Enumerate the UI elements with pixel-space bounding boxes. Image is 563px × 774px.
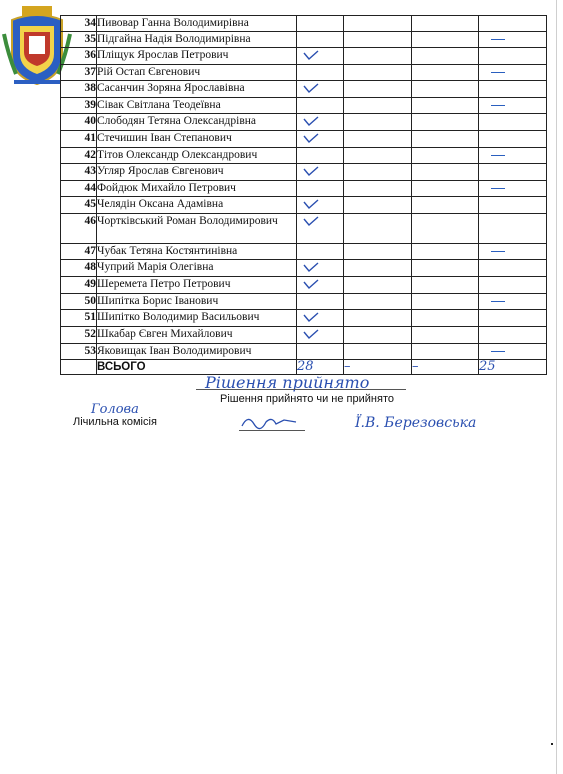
- vote-cell-against: [344, 214, 412, 244]
- vote-cell-for: [297, 344, 344, 360]
- dash-mark: [491, 39, 505, 40]
- vote-cell-against: [344, 32, 412, 48]
- vote-cell-against: [344, 131, 412, 148]
- page-edge: [556, 0, 557, 774]
- table-row: [61, 197, 547, 214]
- table-row: [61, 214, 547, 244]
- deputy-name: [97, 310, 297, 327]
- commission-label: Лічильна комісія: [73, 416, 157, 428]
- deputy-name-text: Рій Остап Євгенович: [97, 66, 201, 78]
- table-row: [61, 181, 547, 197]
- vote-cell-against: [344, 244, 412, 260]
- vote-cell-for: [297, 260, 344, 277]
- total-value-abstained: [412, 360, 479, 375]
- dash-mark: [491, 351, 505, 352]
- table-row: [61, 16, 547, 32]
- row-number: 44: [61, 181, 97, 197]
- row-number: 42: [61, 148, 97, 164]
- table-row: [61, 344, 547, 360]
- vote-cell-against: [344, 310, 412, 327]
- vote-cell-for: [297, 65, 344, 81]
- deputy-name: [97, 81, 297, 98]
- checkmark-icon: [303, 311, 319, 327]
- dash-mark: [491, 105, 505, 106]
- vote-cell-for: [297, 310, 344, 327]
- deputy-name-text: Челядін Оксана Адамівна: [97, 198, 224, 210]
- deputy-name: [97, 16, 297, 32]
- table-row: [61, 260, 547, 277]
- vote-cell-abstained: [412, 310, 479, 327]
- vote-cell-not-voted: [479, 81, 547, 98]
- vote-cell-abstained: [412, 98, 479, 114]
- vote-cell-abstained: [412, 32, 479, 48]
- row-number: 34: [61, 16, 97, 32]
- checkmark-icon: [303, 49, 319, 65]
- deputy-name: [97, 181, 297, 197]
- row-number: 41: [61, 131, 97, 148]
- vote-cell-not-voted: [479, 16, 547, 32]
- vote-cell-abstained: [412, 81, 479, 98]
- vote-cell-against: [344, 164, 412, 181]
- vote-cell-not-voted: [479, 197, 547, 214]
- vote-cell-abstained: [412, 344, 479, 360]
- scan-dot: [551, 743, 553, 745]
- vote-cell-for: [297, 114, 344, 131]
- vote-cell-not-voted: [479, 48, 547, 65]
- vote-cell-not-voted: [479, 164, 547, 181]
- deputy-name: [97, 260, 297, 277]
- row-number: 43: [61, 164, 97, 181]
- vote-cell-not-voted: [479, 344, 547, 360]
- table-row: [61, 164, 547, 181]
- vote-cell-against: [344, 344, 412, 360]
- vote-cell-for: [297, 294, 344, 310]
- vote-cell-not-voted: [479, 131, 547, 148]
- vote-cell-not-voted: [479, 148, 547, 164]
- row-number: 47: [61, 244, 97, 260]
- vote-cell-against: [344, 98, 412, 114]
- vote-cell-abstained: [412, 327, 479, 344]
- dash-mark: [491, 72, 505, 73]
- vote-cell-against: [344, 16, 412, 32]
- deputy-name-text: Чортківський Роман Володимирович: [97, 215, 278, 227]
- deputy-name-text: Шипітко Володимир Васильович: [97, 311, 260, 323]
- deputy-name: [97, 244, 297, 260]
- deputy-name: [97, 148, 297, 164]
- checkmark-icon: [303, 115, 319, 131]
- vote-cell-not-voted: [479, 310, 547, 327]
- vote-cell-abstained: [412, 244, 479, 260]
- signature-underline: [239, 430, 305, 431]
- deputy-name-text: Сівак Світлана Теодеївна: [97, 99, 221, 111]
- vote-cell-for: [297, 148, 344, 164]
- deputy-name-text: Чубак Тетяна Костянтинівна: [97, 245, 238, 257]
- vote-cell-not-voted: [479, 65, 547, 81]
- signature-scribble: [240, 412, 300, 432]
- total-abstained: –: [412, 359, 419, 374]
- vote-cell-for: [297, 48, 344, 65]
- dash-mark: [491, 301, 505, 302]
- checkmark-icon: [303, 328, 319, 344]
- vote-cell-abstained: [412, 277, 479, 294]
- total-against: –: [344, 359, 351, 374]
- vote-cell-not-voted: [479, 277, 547, 294]
- deputy-name: [97, 197, 297, 214]
- vote-cell-for: [297, 214, 344, 244]
- deputy-name-text: Шкабар Євген Михайлович: [97, 328, 233, 340]
- row-number: 48: [61, 260, 97, 277]
- row-number: 52: [61, 327, 97, 344]
- vote-cell-abstained: [412, 197, 479, 214]
- table-row: [61, 131, 547, 148]
- total-for: 28: [297, 359, 314, 374]
- vote-cell-abstained: [412, 214, 479, 244]
- table-row: [61, 148, 547, 164]
- vote-cell-against: [344, 48, 412, 65]
- checkmark-icon: [303, 261, 319, 277]
- vote-cell-abstained: [412, 294, 479, 310]
- vote-cell-for: [297, 131, 344, 148]
- row-number: 36: [61, 48, 97, 65]
- row-number: 53: [61, 344, 97, 360]
- table-row: [61, 277, 547, 294]
- table-row: [61, 81, 547, 98]
- deputy-name-text: Підгайна Надія Володимирівна: [97, 33, 251, 45]
- row-number: 46: [61, 214, 97, 244]
- vote-cell-for: [297, 98, 344, 114]
- decision-handwritten: Рішення прийнято: [205, 373, 370, 392]
- table-row: [61, 310, 547, 327]
- row-number: 49: [61, 277, 97, 294]
- deputy-name: [97, 294, 297, 310]
- table-row: [61, 48, 547, 65]
- checkmark-icon: [303, 132, 319, 148]
- vote-cell-against: [344, 260, 412, 277]
- vote-cell-abstained: [412, 164, 479, 181]
- vote-cell-against: [344, 327, 412, 344]
- total-number-cell: [61, 360, 97, 375]
- vote-cell-abstained: [412, 131, 479, 148]
- vote-cell-for: [297, 164, 344, 181]
- vote-cell-against: [344, 277, 412, 294]
- decision-note: Рішення прийнято чи не прийнято: [220, 393, 394, 405]
- total-value-not-voted: [479, 360, 547, 375]
- row-number: 50: [61, 294, 97, 310]
- checkmark-icon: [303, 278, 319, 294]
- deputy-name: [97, 164, 297, 181]
- row-number: 51: [61, 310, 97, 327]
- votes-table: [60, 15, 547, 375]
- table-row: [61, 327, 547, 344]
- row-number: 38: [61, 81, 97, 98]
- deputy-name: [97, 327, 297, 344]
- deputy-name: [97, 65, 297, 81]
- vote-cell-not-voted: [479, 327, 547, 344]
- second-signature: Ї.В. Березовська: [355, 415, 477, 431]
- table-row: [61, 294, 547, 310]
- table-row: [61, 65, 547, 81]
- vote-cell-not-voted: [479, 260, 547, 277]
- table-row: [61, 244, 547, 260]
- vote-cell-not-voted: [479, 294, 547, 310]
- vote-cell-against: [344, 81, 412, 98]
- vote-cell-abstained: [412, 65, 479, 81]
- deputy-name: [97, 131, 297, 148]
- deputy-name: [97, 277, 297, 294]
- deputy-name-text: Пліщук Ярослав Петрович: [97, 49, 229, 61]
- table-row: [61, 114, 547, 131]
- deputy-name-text: Сасанчин Зоряна Ярославівна: [97, 82, 245, 94]
- deputy-name: [97, 214, 297, 244]
- table-row: [61, 98, 547, 114]
- vote-cell-abstained: [412, 114, 479, 131]
- dash-mark: [491, 188, 505, 189]
- table-row: [61, 32, 547, 48]
- deputy-name: [97, 98, 297, 114]
- vote-cell-against: [344, 148, 412, 164]
- row-number: 35: [61, 32, 97, 48]
- vote-cell-not-voted: [479, 114, 547, 131]
- dash-mark: [491, 155, 505, 156]
- total-label: ВСЬОГО: [97, 360, 297, 375]
- vote-cell-for: [297, 32, 344, 48]
- deputy-name-text: Тітов Олександр Олександрович: [97, 149, 258, 161]
- dash-mark: [491, 251, 505, 252]
- deputy-name: [97, 48, 297, 65]
- vote-cell-for: [297, 197, 344, 214]
- deputy-name: [97, 32, 297, 48]
- vote-cell-against: [344, 65, 412, 81]
- total-not-voted: 25: [479, 359, 496, 374]
- vote-cell-for: [297, 244, 344, 260]
- deputy-name-text: Фойдюк Михайло Петрович: [97, 182, 236, 194]
- vote-cell-abstained: [412, 48, 479, 65]
- vote-cell-for: [297, 277, 344, 294]
- deputy-name: [97, 114, 297, 131]
- deputy-name-text: Яковищак Іван Володимирович: [97, 345, 252, 357]
- votes-table-body: [61, 16, 547, 360]
- vote-cell-for: [297, 181, 344, 197]
- checkmark-icon: [303, 198, 319, 214]
- deputy-name-text: Чуприй Марія Олегівна: [97, 261, 214, 273]
- deputy-name-text: Слободян Тетяна Олександрівна: [97, 115, 257, 127]
- row-number: 40: [61, 114, 97, 131]
- deputy-name-text: Угляр Ярослав Євгенович: [97, 165, 224, 177]
- vote-cell-not-voted: [479, 214, 547, 244]
- vote-cell-abstained: [412, 16, 479, 32]
- vote-cell-not-voted: [479, 32, 547, 48]
- deputy-name-text: Пивовар Ганна Володимирівна: [97, 17, 249, 29]
- vote-cell-not-voted: [479, 244, 547, 260]
- vote-cell-for: [297, 81, 344, 98]
- vote-cell-abstained: [412, 181, 479, 197]
- head-signature: Голова: [91, 402, 139, 417]
- row-number: 39: [61, 98, 97, 114]
- checkmark-icon: [303, 82, 319, 98]
- vote-cell-for: [297, 16, 344, 32]
- decision-underline: [196, 389, 406, 390]
- row-number: 45: [61, 197, 97, 214]
- vote-cell-not-voted: [479, 181, 547, 197]
- checkmark-icon: [303, 215, 319, 231]
- deputy-name-text: Шеремета Петро Петрович: [97, 278, 231, 290]
- vote-cell-against: [344, 114, 412, 131]
- row-number: 37: [61, 65, 97, 81]
- deputy-name-text: Шипітка Борис Іванович: [97, 295, 219, 307]
- vote-cell-for: [297, 327, 344, 344]
- checkmark-icon: [303, 165, 319, 181]
- vote-cell-not-voted: [479, 98, 547, 114]
- deputy-name-text: Стечишин Іван Степанович: [97, 132, 232, 144]
- vote-cell-against: [344, 294, 412, 310]
- deputy-name: [97, 344, 297, 360]
- vote-cell-abstained: [412, 148, 479, 164]
- vote-cell-abstained: [412, 260, 479, 277]
- vote-cell-against: [344, 181, 412, 197]
- vote-cell-against: [344, 197, 412, 214]
